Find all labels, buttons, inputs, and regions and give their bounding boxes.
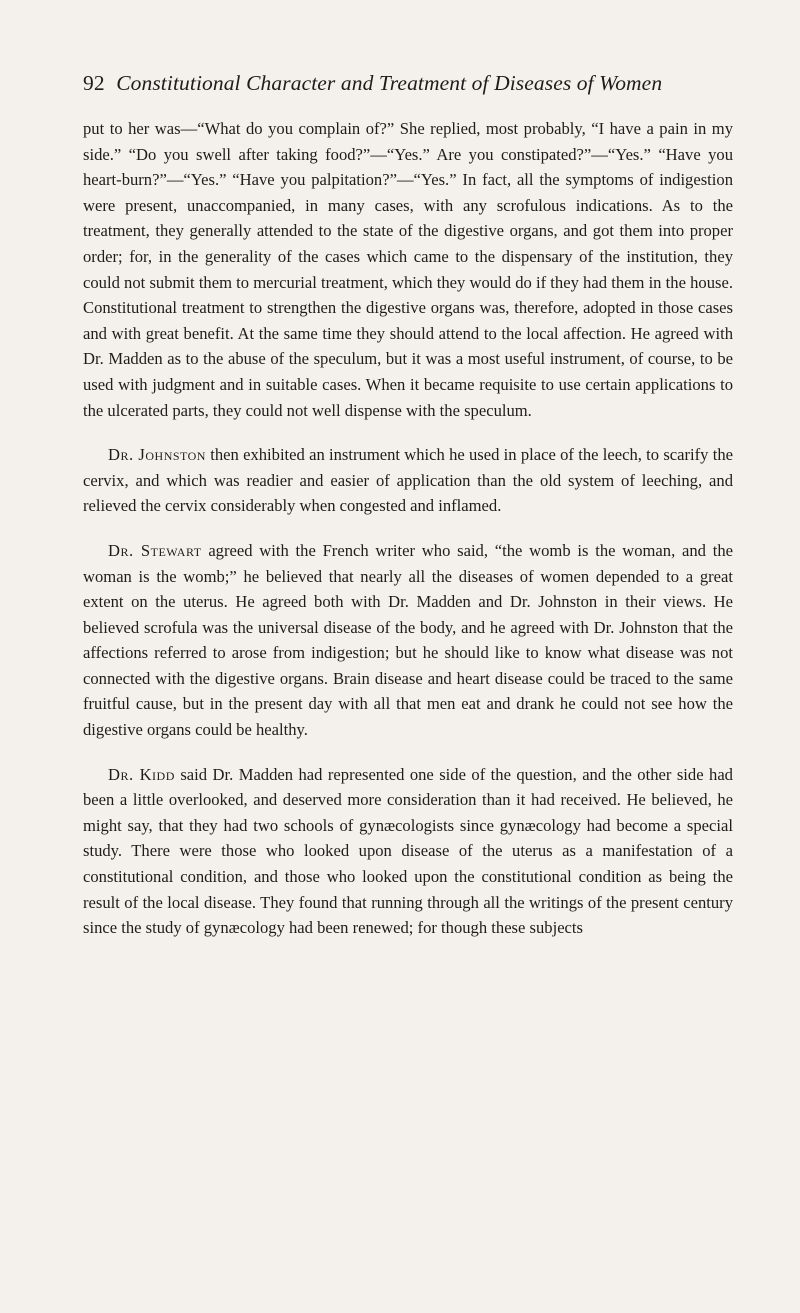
paragraph-stewart	[83, 538, 733, 743]
paragraph-text: put to her was—“What do you complain of?” She replied, most probably, “I have a pain in my side.” “Do you swell after taking food?”—“Yes.” Are you constipated?”—“Yes.” “Have you heart-burn?”—“Yes.” “Have you palpitation?”—“Yes.” In fact, all the symptoms of indigestion were present, unaccompanied, in many cases, with any scrofulous indications. As to the treatment, they generally attended to the state of the digestive organs, and got them into proper order; for, in the generality of the cases which came to the dispensary of the institution, they could not submit them to mercurial treatment, which they would do if they had them in the house. Constitutional treatment to strengthen the digestive organs was, therefore, adopted in those cases and with great benefit. At the same time they should attend to the local affection. He agreed with Dr. Madden as to the abuse of the speculum, but it was a most useful instrument, of course, to be used with judgment and in suitable cases. When it became requisite to use certain applications to the ulcerated parts, they could not well dispense with the speculum.	[83, 119, 733, 420]
book-page	[83, 70, 733, 960]
running-head	[83, 70, 733, 96]
speaker-name: Dr. Johnston	[108, 445, 206, 465]
paragraph-continuation	[83, 116, 733, 423]
speaker-name: Dr. Kidd	[108, 764, 175, 784]
body-text	[83, 116, 733, 941]
paragraph-text: then exhibited an instrument which he used in place of the leech, to scarify the cervix, and which was readier and easier of application than the old system of leeching, and relieved the cervix considerably when congested and inflamed.	[83, 445, 734, 516]
paragraph-text: said Dr. Madden had represented one side of the question, and the other side had been a little overlooked, and deserved more consideration than it had received. He believed, he might say, that they had two schools of gynæcologists since gynæcology had become a special study. There were those who looked upon disease of the uterus as a manifestation of a constitutional condition, and those who looked upon the constitutional condition as being the result of the local disease. They found that running through all the writings of the present century since the study of gynæcology had been renewed; for though these subjects	[83, 764, 733, 938]
paragraph-kidd	[83, 762, 733, 941]
paragraph-text: agreed with the French writer who said, “the womb is the woman, and the woman is the womb;” he believed that nearly all the diseases of women depended to a great extent on the uterus. He agreed both with Dr. Madden and Dr. Johnston in their views. He believed scrofula was the universal disease of the body, and he agreed with Dr. Johnston that the affections referred to arose from indigestion; but he should like to know what disease was not connected with the digestive organs. Brain disease and heart disease could be traced to the same fruitful cause, but in the present day with all that men eat and drank he could not see how the digestive organs could be healthy.	[83, 540, 733, 740]
running-title: Constitutional Character and Treatment of Diseases of Women	[116, 71, 663, 95]
speaker-name: Dr. Stewart	[108, 540, 202, 560]
page-number: 92	[83, 71, 105, 95]
paragraph-johnston	[83, 442, 733, 519]
